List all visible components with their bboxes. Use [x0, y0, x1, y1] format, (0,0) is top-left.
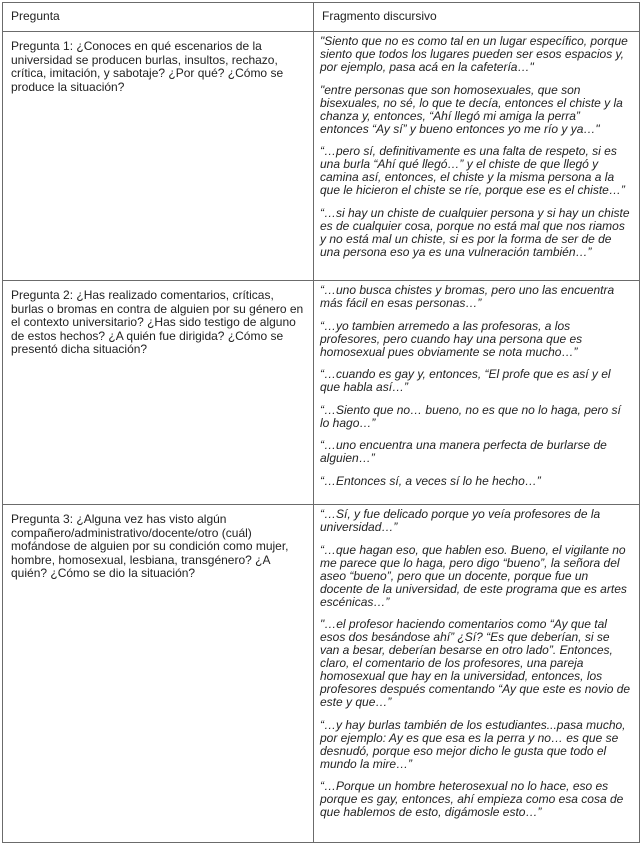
table-row [3, 32, 640, 281]
interview-table [2, 2, 640, 843]
fragment-text: “…Porque un hombre heterosexual no lo hace, eso es porque es gay, entonces, ahí empieza como esa cosa de que hablemos de esto, digámosle esto…” [320, 779, 624, 819]
fragment-text: “…y hay burlas también de los estudiantes...pasa mucho, por ejemplo: Ay es que esa es la perra y no… es que se desnudó, porque eso mejor dicho le gusta que todo el mundo la mire…” [320, 717, 626, 771]
question-cell: Pregunta 2: ¿Has realizado comentarios, críticas, burlas o bromas en contra de alguien por su género en el contexto universitario? ¿Has sido testigo de alguno de estos hechos? ¿A quién fue dirigida? ¿Cómo se presentó dicha situación? [3, 281, 314, 505]
question-cell: Pregunta 1: ¿Conoces en qué escenarios de la universidad se producen burlas, insultos, rechazo, crítica, imitación, y sabotaje? ¿Por qué? ¿Cómo se produce la situación? [3, 32, 314, 281]
fragment-text: “…cuando es gay y, entonces, “El profe que es así y el que habla así…” [320, 367, 611, 394]
fragments-cell [314, 505, 640, 843]
fragment-text: “…que hagan eso, que hablen eso. Bueno, el vigilante no me parece que lo haga, pero digo “bueno”, la señora del aseo “bueno”, pero que un docente, porque fue un docente de la universidad, de este programa que es artes escénicas…” [320, 542, 627, 609]
header-row [3, 3, 640, 32]
fragment-text: “…uno busca chistes y bromas, pero uno las encuentra más fácil en esas personas…” [320, 283, 615, 310]
fragment-text: “…Sí, y fue delicado porque yo veía profesores de la universidad…” [320, 507, 601, 534]
fragment-text: "entre personas que son homosexuales, que son bisexuales, no sé, lo que te decía, entonces el chiste y la chanza y, entonces, “Ahí llegó mi amiga la perra” entonces “Ay sí” y bueno entonces yo me río y ya…" [320, 82, 623, 136]
fragments-cell [314, 32, 640, 281]
table-row [3, 505, 640, 843]
fragment-text: "Siento que no es como tal en un lugar específico, porque siento que todos los lugares pueden ser esos espacios y, por ejemplo, pasa acá en la cafetería…" [320, 34, 628, 74]
fragments-cell [314, 281, 640, 505]
table-row [3, 281, 640, 505]
fragment-text: “…uno encuentra una manera perfecta de burlarse de alguien…” [320, 438, 607, 465]
fragment-text: “…pero sí, definitivamente es una falta de respeto, si es una burla “Ahí qué llegó…” y el chiste de que llegó y camina así, entonces, el chiste y la misma persona a la que le hicieron el chiste se ríe, porque ese es el chiste…” [320, 144, 625, 197]
fragment-text: “…si hay un chiste de cualquier persona y si hay un chiste es de cualquier cosa, porque no está mal que nos riamos y no está mal un chiste, si es por la forma de ser de de una persona eso ya es una vulneración también…” [320, 205, 630, 259]
fragment-text: "…el profesor haciendo comentarios como “Ay que tal esos dos besándose ahí” ¿Sí? “Es que deberían, si se van a besar, deberían besarse en otro lado”. Entonces, claro, el comentario de los profesores, una pareja homosexual que hay en la universidad, entonces, los profesores después comentando “Ay que este es novio de este y que…” [320, 617, 631, 709]
fragment-text: “…Entonces sí, a veces sí lo he hecho…” [320, 473, 541, 488]
fragment-text: “…yo tambien arremedo a las profesoras, a los profesores, pero cuando hay una persona que es homosexual pues obviamente se nota mucho…” [320, 318, 583, 359]
question-cell: Pregunta 3: ¿Alguna vez has visto algún compañero/administrativo/docente/otro (cuál) mofándose de alguien por su condición como mujer, hombre, homosexual, lesbiana, transgénero? ¿A quién? ¿Cómo se dio la situación? [3, 505, 314, 843]
header-question: Pregunta [3, 3, 314, 32]
fragment-text: “…Siento que no… bueno, no es que no lo haga, pero sí lo hago…” [320, 402, 621, 430]
header-fragment: Fragmento discursivo [314, 3, 640, 32]
